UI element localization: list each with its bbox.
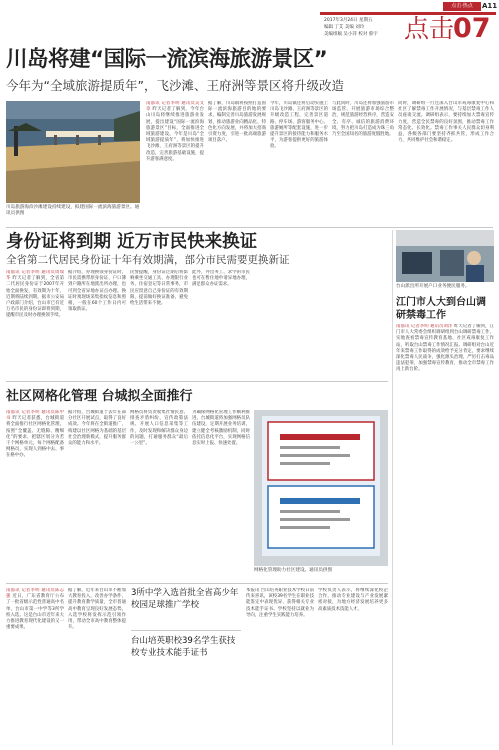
sidebar-body-text: 昨天记者了解到，江门市人大常委会组织调研组到台山调研禁毒工作，实地查看禁毒宣传教育基地、社区戒毒康复工作站，听取台山禁毒工作情况汇报。调研组对台山近年来禁毒工作取得的成效给予充分肯定，要求继续深化禁毒人民战争，强化源头治理，严厉打击毒品违法犯罪，加强禁毒宣传教育，推动全市禁毒工作再上新台阶。 [396, 324, 494, 373]
divider-2 [6, 381, 388, 382]
grid-management-board-photo [254, 410, 388, 566]
story3-headline: 社区网格化管理 台城拟全面推行 [6, 389, 193, 404]
sidebar-photo [396, 230, 494, 282]
edition-header [320, 2, 496, 46]
sidebar-title: 江门市人大到台山调研禁毒工作 [396, 297, 486, 321]
date-line: 2017年3月24日 星期五 [324, 18, 373, 23]
edition-number: A11 [482, 2, 498, 10]
story4-column-3: 本报讯 台山培英职业技术学校日前传来喜讯，该校39名学生在职业技能鉴定中表现优异，获得相关专业技术能手证书。学校坚持以就业为导向，注重学生实践能力培养。 [246, 588, 314, 618]
story2-column-2: 据介绍，办理换领身份证时，市民需携带原身份证、户口簿到户籍所在地派出所办理，也可到全省异地办证点办理。换证时须现场采集指纹信息和照相，一般在60个工作日内可领取新证。 [68, 270, 126, 313]
page-number: 07 [453, 13, 491, 44]
lead-column-1-text: 昨天记者了解到，今年台山川岛将继续推进旅游业发展，提出建设“国际一流滨海旅游景区”目标，全面推进全域旅游建设。今年是川岛“全域旅游提质年”，将加快推进飞沙滩、王府洲等景区的提升改造，完善旅游基础设施，提升游客满意度。 [146, 107, 204, 162]
lead-column-3: 今年，川岛镇还将启动实施上川岛飞沙滩、王府洲等景区的升级改造工程，完善景区道路、停车场、游客服务中心、旅游厕所等配套设施，进一步提升景区的接待能力和服务水平，为游客提供更好的旅游体验。 [270, 101, 328, 150]
sidebar-byline: 南都讯 记者李明 通讯员刘洋 [396, 324, 453, 329]
story3-column-2: 据介绍，台城街道于去年在部分社区开展试点，取得了良好成效。今年将在全街道推广，构建以社区网格为基础的基层社会治理新模式，提升服务群众的能力和水平。 [68, 410, 126, 447]
right-sidebar-divider [392, 230, 393, 745]
promo-divider [131, 630, 241, 631]
lead-column-5: 同时，调研组一行还深入台山市戒毒康复中心和社区了解禁毒工作开展情况，与基层禁毒工作人员座谈交流。调研组表示，要持续加大禁毒宣传力度，营造全民禁毒的良好氛围，推动禁毒工作常态化、长效化。禁毒工作事关人民群众切身利益，各级各部门要坚持齐抓共管，形成工作合力，共同维护社会和谐稳定。 [398, 101, 494, 144]
story2-column-4: 此外，外出务工、求学的市民也可在暂住地申请异地办理，满足群众办证需求。 [192, 270, 250, 288]
police-office-photo [396, 230, 494, 282]
story3-column-3: 网格员将负责收集社情民意、排查矛盾纠纷、宣传政策法规、开展人口信息采集等工作，及时发现和解决群众身边的问题，打通服务群众“最后一公里”。 [130, 410, 188, 447]
lead-headline: 川岛将建“国际一流滨海旅游景区” [6, 47, 328, 72]
story3-column-1 [6, 410, 64, 580]
story2-subheadline: 全省第二代居民身份证十年有效期满，部分市民需要更换新证 [6, 254, 290, 266]
lead-column-4: 与此同时，川岛还将加强旅游市场监管，开展旅游市场综合整治，规范旅游经营秩序，营造安全、有序、诚信的旅游消费环境，努力把川岛打造成为珠三角乃至全国知名的旅游度假胜地。 [332, 101, 394, 138]
divider-1 [6, 227, 493, 228]
promo-1: 3所中学入选首批全省高少年校园足球推广学校 [131, 588, 239, 610]
story3-column-4: 为确保网格化管理工作顺利推进，台城街道将加强网格员队伍建设，定期开展业务培训，建立健全考核激励机制，同时依托信息化平台，实现网格信息实时上报、快速处置。 [192, 410, 250, 447]
lead-column-2: 据了解，川岛镇将按照打造国际一流滨海旅游目的地的要求，编制完善川岛旅游发展规划，推动旅游业向精品化、特色化方向发展，并将加大招商引资力度，引进一批高端旅游项目落户。 [208, 101, 266, 144]
story2-byline: 南都讯 记者李明 通讯员周瑞华 [6, 270, 64, 282]
story3-byline: 南都讯 记者李明 通讯员陈中书 [6, 410, 64, 422]
story2-column-3: 民警提醒，身份证过期后将影响乘坐交通工具、办理银行业务、住宿登记等日常事务，市民应留意自己身份证的有效期限，提前做好换证准备，避免给生活带来不便。 [130, 270, 188, 307]
editor-line: 编辑 丁艾 美编 刘玲 [324, 25, 365, 30]
story4-column-1 [6, 588, 64, 744]
section-title: 点击 [404, 14, 455, 43]
story3-photo-caption: 网格化管理助力社区建设。通讯员供图 [254, 568, 333, 573]
story2-headline: 身份证将到期 近万市民快来换证 [6, 232, 258, 252]
lead-photo [6, 101, 140, 203]
promo-2: 台山培英职校39名学生获技校专业技术能手证书 [131, 636, 236, 658]
lead-photo-caption: 川岛旅游海滨沙滩建设持续建设，拟建国际一流滨海旅游景区。通讯员供图 [6, 205, 140, 217]
story4-column-2: 据了解，近年来台山市不断加大教育投入，改善办学条件，提升教育教学质量，全市普通高中教育呈现良好发展态势。入选学校将发挥示范引领作用，带动全市高中教育整体提升。 [68, 588, 126, 631]
sidebar-photo-caption: 台山派出所开展户口业务便民服务。 [396, 284, 470, 289]
lead-byline: 南都讯 记者李明 通讯员吴文章 [146, 101, 204, 113]
story2-column-1-text: 昨天记者了解到，全省第二代居民身份证于2007年开始全面换发，有效期为十年，近期将陆续到期。据市公安局户政部门介绍，台山市已有近万名市民的身份证即将到期，提醒市民及时办理换领手续。 [6, 276, 64, 319]
story2-column-1 [6, 270, 64, 376]
story3-photo [254, 410, 388, 566]
story3-column-1-text: 昨天记者获悉，台城街道将全面推行社区网格化管理，按照“全覆盖、无缝隙、精细化”的要求，把辖区划分为若干个网格单元，每个网格配备网格员，实现人到格中去、事在格中办。 [6, 416, 64, 459]
divider-3 [6, 583, 388, 584]
proof-line: 美编组稿 吴小萍 校对 蔡宇 [324, 32, 378, 37]
story4-column-4: 学校负责人表示，将继续深化校企合作，推动专业建设与产业发展紧密对接，为地方经济发展培养更多高素质技术技能人才。 [318, 588, 388, 612]
seaside-resort-photo [6, 101, 140, 203]
section-tag: 点击·热点 [443, 2, 481, 11]
story4-column-1-text: 近日，广东省教育厅公布了一批省级示范性普通高中名单，台山市第一中学等3所学校入选。这是台山市近年来大力推进教育现代化建设的又一重要成果。 [6, 594, 64, 631]
sidebar-body [396, 324, 494, 744]
lead-subheadline: 今年为“全域旅游提质年”，飞沙滩、王府洲等景区将升级改造 [6, 78, 344, 93]
story4-byline: 南都讯 记者李明 通讯员陈志强 [6, 588, 64, 600]
lead-column-1 [146, 101, 204, 225]
